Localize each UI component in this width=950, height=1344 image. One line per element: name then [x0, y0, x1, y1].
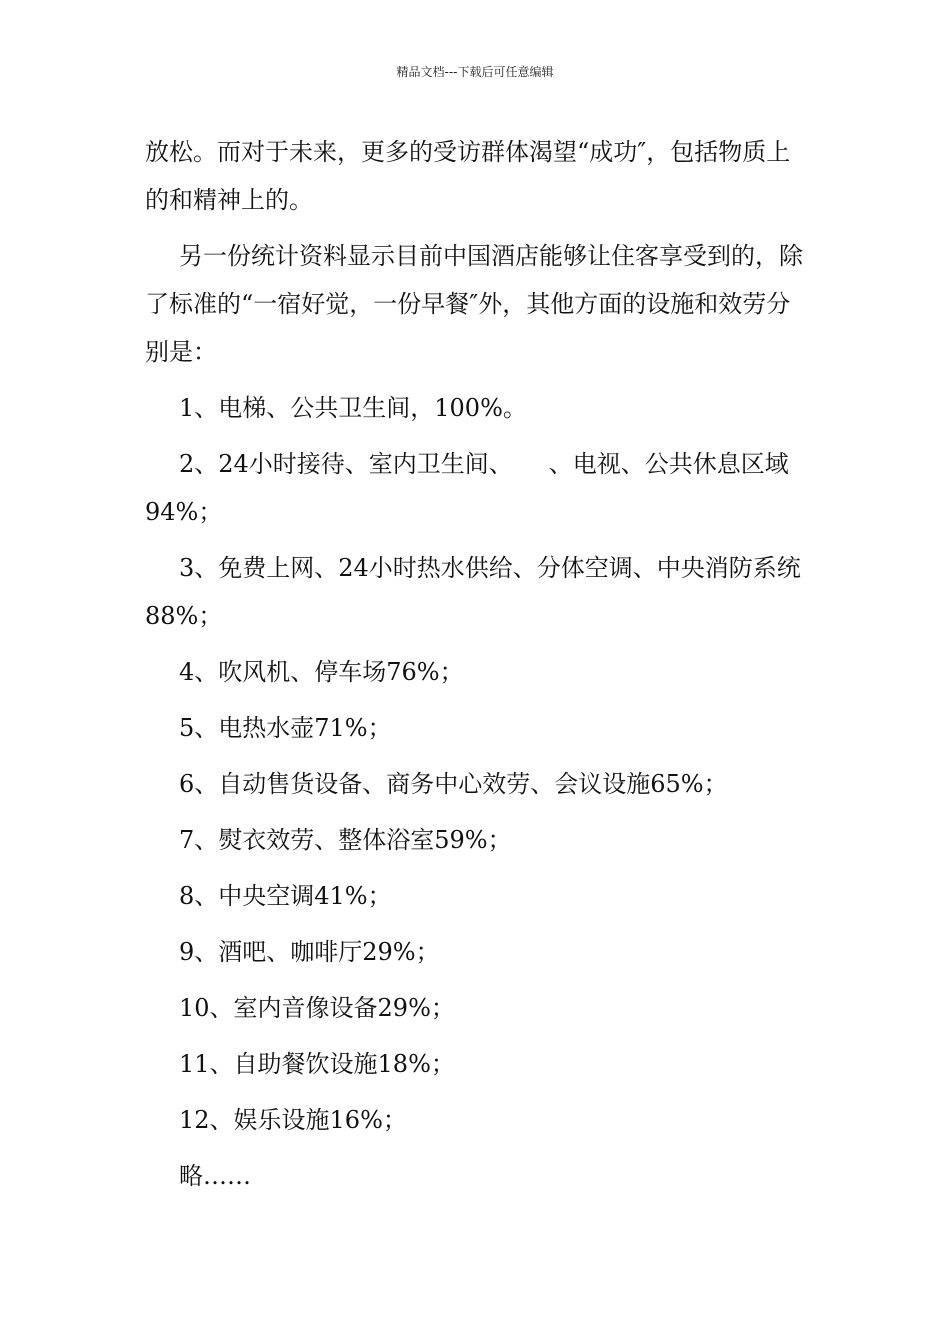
list-item: 11、自助餐饮设施18%； — [179, 1050, 455, 1078]
list-item: 6、自动售货设备、商务中心效劳、会议设施65%； — [179, 770, 728, 798]
list-item: 5、电热水壶71%； — [179, 714, 392, 742]
list-item: 1、电梯、公共卫生间，100%。 — [179, 394, 527, 422]
list-item: 12、娱乐设施16%； — [179, 1106, 407, 1134]
paragraph-statistics-intro: 另一份统计资料显示目前中国酒店能够让住客享受到的，除了标准的“一宿好觉，一份早餐″外，其他方面的设施和效劳分别是： — [145, 242, 803, 366]
closing-ellipsis: 略…… — [179, 1162, 251, 1190]
document-body — [145, 128, 810, 1208]
list-item: 10、室内音像设备29%； — [179, 994, 455, 1022]
list-item: 2、24小时接待、室内卫生间、 、电视、公共休息区域94%； — [145, 450, 789, 526]
list-item: 3、免费上网、24小时热水供给、分体空调、中央消防系统88%； — [145, 554, 801, 630]
list-item: 8、中央空调41%； — [179, 882, 392, 910]
facility-list — [145, 384, 810, 1144]
list-item: 9、酒吧、咖啡厅29%； — [179, 938, 440, 966]
list-item: 4、吹风机、停车场76%； — [179, 658, 464, 686]
paragraph-continuation: 放松。而对于未来，更多的受访群体渴望“成功″，包括物质上的和精神上的。 — [145, 138, 791, 214]
list-item: 7、熨衣效劳、整体浴室59%； — [179, 826, 512, 854]
page-header: 精品文档---下载后可任意编辑 — [396, 65, 554, 79]
